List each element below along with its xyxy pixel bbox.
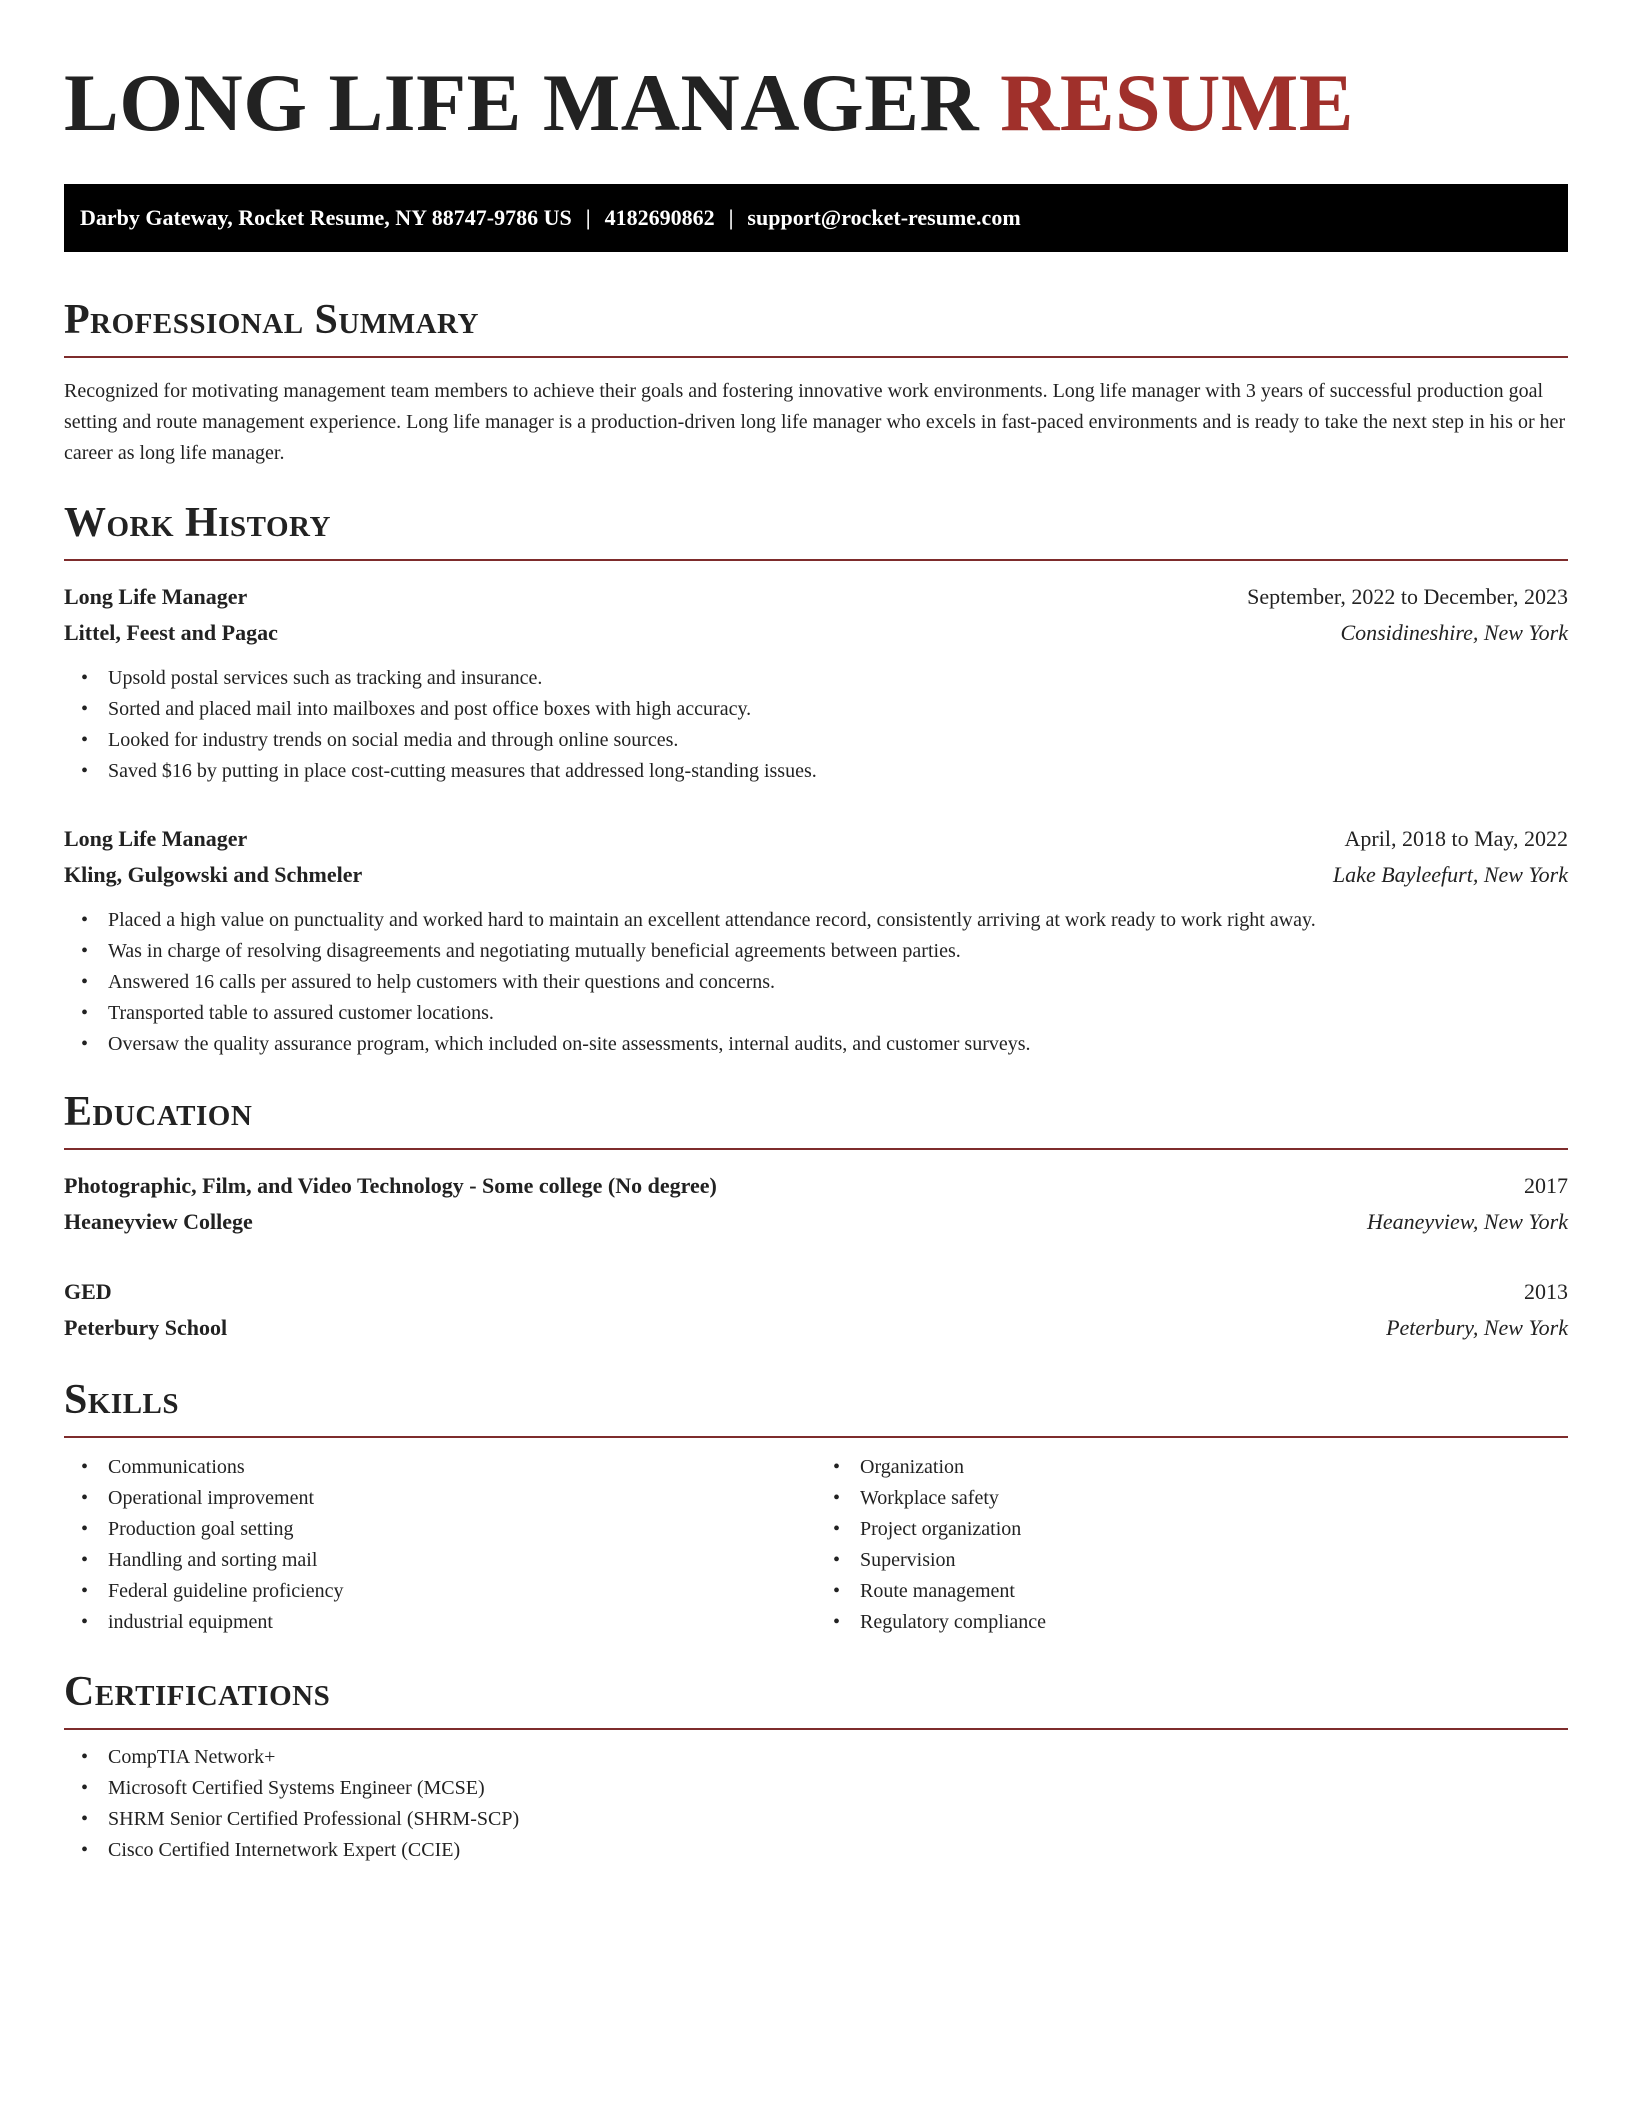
education-header-row <box>64 1168 1568 1204</box>
education-degree: GED <box>64 1279 112 1304</box>
list-item: • Organization <box>860 1452 1568 1483</box>
job-location: Lake Bayleefurt, New York <box>1332 862 1568 887</box>
summary-text: Recognized for motivating management team members to achieve their goals and fostering innovative work environments. Long life manager with 3 years of successful production goal setting and route management experience. Long life manager is a production-driven long life manager who excels in fast-paced environments and is ready to take the next step in his or her career as long life manager. <box>64 380 1566 464</box>
job-company: Littel, Feest and Pagac <box>64 620 278 645</box>
education-heading: Education <box>64 1089 253 1135</box>
list-item: • Saved $16 by putting in place cost-cutting measures that addressed long-standing issues. <box>108 756 1568 787</box>
education-school-row <box>64 1204 1568 1240</box>
contact-separator: | <box>585 205 591 230</box>
work-history-section <box>64 499 1568 1060</box>
list-item: • Microsoft Certified Systems Engineer (MCSE) <box>108 1773 1568 1804</box>
list-item: • Route management <box>860 1576 1568 1607</box>
list-item: • Communications <box>108 1452 816 1483</box>
list-item: • Upsold postal services such as tracking and insurance. <box>108 663 1568 694</box>
education-location: Heaneyview, New York <box>1366 1209 1568 1234</box>
skills-column-left <box>64 1452 816 1638</box>
education-school: Heaneyview College <box>64 1209 253 1234</box>
contact-phone: 4182690862 <box>604 205 715 230</box>
education-entry <box>64 1168 1568 1240</box>
skills-section <box>64 1376 1568 1638</box>
title-main: LONG LIFE MANAGER <box>64 57 980 148</box>
job-dates: September, 2022 to December, 2023 <box>1247 584 1568 609</box>
section-divider <box>64 1728 1568 1730</box>
job-duties-list <box>64 663 1568 787</box>
job-title: Long Life Manager <box>64 584 248 609</box>
job-header-row <box>64 821 1568 857</box>
list-item: • CompTIA Network+ <box>108 1742 1568 1773</box>
job-company: Kling, Gulgowski and Schmeler <box>64 862 363 887</box>
list-item: • Federal guideline proficiency <box>108 1576 816 1607</box>
list-item: • Production goal setting <box>108 1514 816 1545</box>
list-item: • Answered 16 calls per assured to help customers with their questions and concerns. <box>108 967 1568 998</box>
skills-heading: Skills <box>64 1377 180 1423</box>
contact-address: Darby Gateway, Rocket Resume, NY 88747-9786 US <box>80 205 572 230</box>
resume-title <box>64 56 1568 150</box>
education-year: 2013 <box>1524 1279 1568 1304</box>
education-section <box>64 1088 1568 1346</box>
list-item: • Project organization <box>860 1514 1568 1545</box>
list-item: • Oversaw the quality assurance program, which included on-site assessments, internal audits, and customer surveys. <box>108 1029 1568 1060</box>
certifications-list <box>64 1742 1568 1866</box>
list-item: • Handling and sorting mail <box>108 1545 816 1576</box>
list-item: • Regulatory compliance <box>860 1607 1568 1638</box>
section-divider <box>64 559 1568 561</box>
skills-list-right <box>816 1452 1568 1638</box>
contact-separator: | <box>728 205 734 230</box>
section-divider <box>64 1148 1568 1150</box>
job-entry <box>64 821 1568 1060</box>
job-entry <box>64 579 1568 787</box>
contact-email: support@rocket-resume.com <box>747 205 1021 230</box>
education-school-row <box>64 1310 1568 1346</box>
contact-bar <box>64 184 1568 252</box>
list-item: • Placed a high value on punctuality and worked hard to maintain an excellent attendance record, consistently arriving at work ready to work right away. <box>108 905 1568 936</box>
job-header-row <box>64 579 1568 615</box>
education-header-row <box>64 1274 1568 1310</box>
certifications-heading: Certifications <box>64 1669 331 1715</box>
work-history-heading: Work History <box>64 500 331 546</box>
section-divider <box>64 356 1568 358</box>
education-year: 2017 <box>1524 1173 1568 1198</box>
summary-section <box>64 296 1568 469</box>
job-company-row <box>64 857 1568 893</box>
summary-heading: Professional Summary <box>64 297 479 343</box>
skills-list-left <box>64 1452 816 1638</box>
education-school: Peterbury School <box>64 1315 228 1340</box>
job-duties-list <box>64 905 1568 1060</box>
title-accent: RESUME <box>1000 57 1354 148</box>
education-entry <box>64 1274 1568 1346</box>
skills-column-right <box>816 1452 1568 1638</box>
list-item: • Sorted and placed mail into mailboxes and post office boxes with high accuracy. <box>108 694 1568 725</box>
list-item: • Was in charge of resolving disagreements and negotiating mutually beneficial agreements between parties. <box>108 936 1568 967</box>
skills-columns <box>64 1452 1568 1638</box>
list-item: • Supervision <box>860 1545 1568 1576</box>
education-location: Peterbury, New York <box>1386 1315 1568 1340</box>
list-item: • Operational improvement <box>108 1483 816 1514</box>
list-item: • Workplace safety <box>860 1483 1568 1514</box>
job-location: Considineshire, New York <box>1340 620 1568 645</box>
job-company-row <box>64 615 1568 651</box>
education-degree: Photographic, Film, and Video Technology - Some college (No degree) <box>64 1173 717 1198</box>
list-item: • industrial equipment <box>108 1607 816 1638</box>
list-item: • Looked for industry trends on social media and through online sources. <box>108 725 1568 756</box>
section-divider <box>64 1436 1568 1438</box>
list-item: • SHRM Senior Certified Professional (SHRM-SCP) <box>108 1804 1568 1835</box>
job-title: Long Life Manager <box>64 826 248 851</box>
job-dates: April, 2018 to May, 2022 <box>1344 826 1568 851</box>
list-item: • Transported table to assured customer locations. <box>108 998 1568 1029</box>
certifications-section <box>64 1668 1568 1866</box>
list-item: • Cisco Certified Internetwork Expert (CCIE) <box>108 1835 1568 1866</box>
